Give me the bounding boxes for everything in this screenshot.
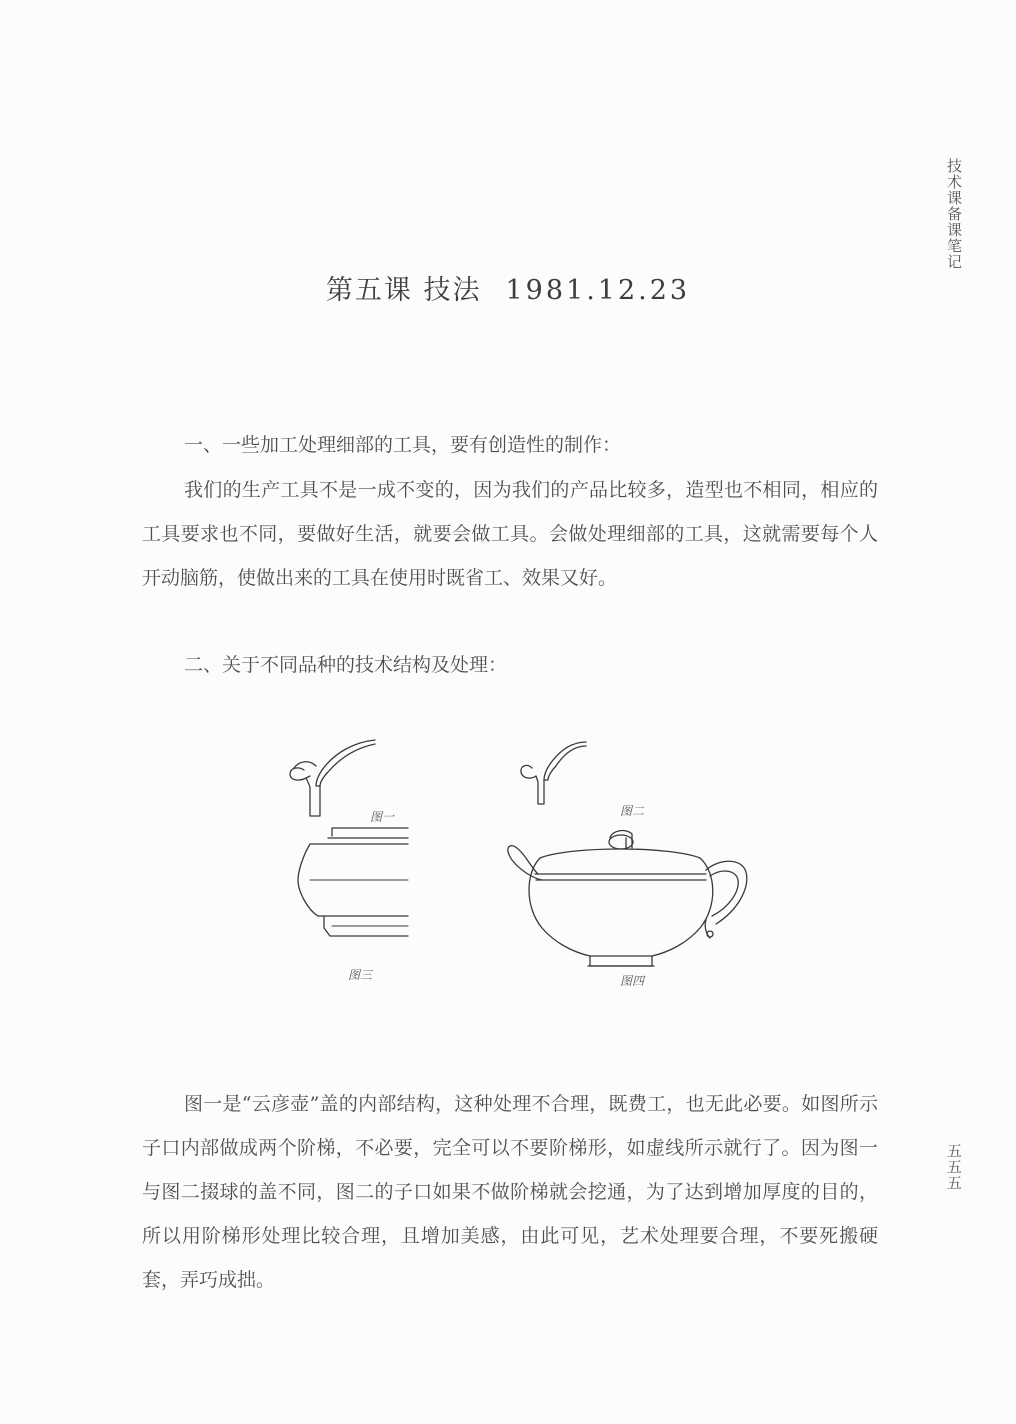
running-title: 技术课备课笔记 <box>945 158 963 270</box>
figure-4-label: 图四 <box>620 974 645 988</box>
teapot-sketch-drawing <box>280 730 760 1000</box>
figure-4-teapot <box>508 831 747 966</box>
section-heading-2: 二、关于不同品种的技术结构及处理： <box>184 654 508 676</box>
lesson-title: 第五课 技法 <box>325 275 482 306</box>
figure-2-lid-section <box>521 742 586 804</box>
teapot-figures <box>280 730 760 1000</box>
figure-1-lid-section <box>290 740 375 816</box>
section-body-1: 我们的生产工具不是一成不变的，因为我们的产品比较多，造型也不相同，相应的工具要求也不同，要做好生活，就要会做工具。会做处理细部的工具，这就需要每个人开动脑筋，使做出来的工具在使用时既省工、效果又好。 <box>142 479 878 589</box>
section-heading-1: 一、一些加工处理细部的工具，要有创造性的制作： <box>184 434 622 456</box>
lesson-date: 1981.12.23 <box>505 275 691 306</box>
figure-2-label: 图二 <box>620 804 645 818</box>
page-number: 五五五 <box>945 1143 963 1191</box>
section-body-2: 图一是“云彦壶”盖的内部结构，这种处理不合理，既费工，也无此必要。如图所示子口内部做成两个阶梯，不必要，完全可以不要阶梯形，如虚线所示就行了。因为图一与图二掇球的盖不同，图二的子口如果不做阶梯就会挖通，为了达到增加厚度的目的，所以用阶梯形处理比较合理，且增加美感，由此可见，艺术处理要合理，不要死搬硬套，弄巧成拙。 <box>142 1093 878 1291</box>
page-title <box>0 268 1016 307</box>
figure-3-label: 图三 <box>348 968 373 982</box>
figure-1-label: 图一 <box>370 810 395 824</box>
figure-3-body-profile <box>298 828 408 936</box>
